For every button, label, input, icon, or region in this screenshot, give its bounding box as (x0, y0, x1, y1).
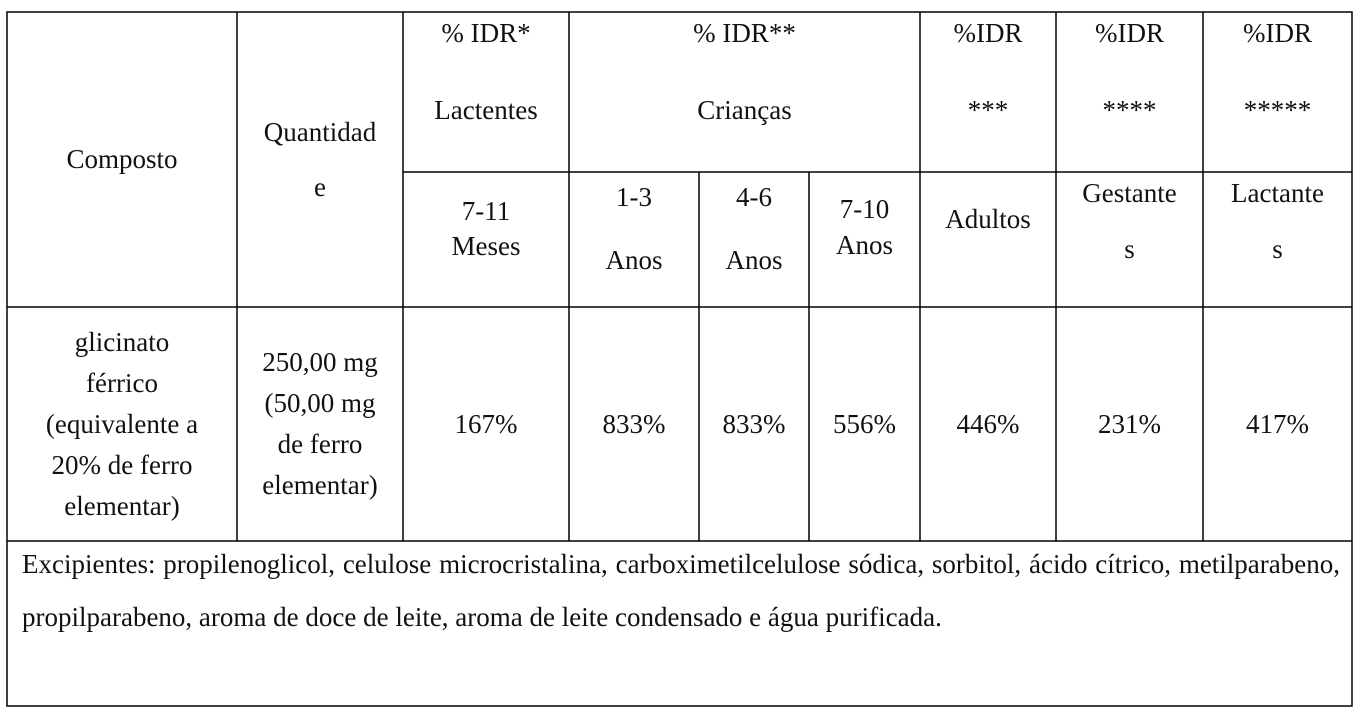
header-quantidade (237, 12, 403, 307)
header-idr-criancas-line1: % IDR** (693, 18, 796, 48)
excipientes-text: Excipientes: propilenoglicol, celulose microcristalina, carboximetilcelulose sódica, sorbitol, ácido cítrico, metilparabeno, propilparabeno, aroma de doce de leite, aroma de leite condensado e água purificada. (22, 549, 1340, 632)
subheader-lactantes-line1: Lactante (1231, 178, 1324, 208)
header-idr-lactantes-line1: %IDR (1243, 18, 1312, 48)
subheader-1-3-line2: Anos (605, 245, 663, 275)
value-adultos-text: 446% (956, 408, 1020, 439)
row-quantidade-line4: elementar) (262, 470, 378, 500)
subheader-gestantes (1056, 172, 1203, 307)
subheader-4-6-anos (699, 172, 809, 307)
subheader-4-6-line1: 4-6 (736, 182, 772, 212)
subheader-lactantes (1203, 172, 1352, 307)
header-composto-label: Composto (66, 144, 178, 174)
value-lactentes-text: 167% (454, 408, 518, 439)
value-1-3-anos (569, 307, 699, 541)
header-idr-gestantes-line2: **** (1102, 95, 1157, 125)
subheader-4-6-line2: Anos (725, 245, 783, 275)
subheader-gestantes-line2: s (1124, 234, 1135, 264)
value-1-3-text: 833% (602, 408, 666, 439)
header-idr-lactentes-line2: Lactentes (434, 95, 538, 125)
header-idr-adultos-line2: *** (967, 95, 1009, 125)
header-idr-lactantes-line2: ***** (1243, 95, 1312, 125)
subheader-adultos-label: Adultos (945, 204, 1031, 234)
subheader-gestantes-line1: Gestante (1082, 178, 1177, 208)
header-idr-adultos-line1: %IDR (953, 18, 1023, 48)
header-composto (7, 12, 237, 307)
subheader-1-3-anos (569, 172, 699, 307)
row-composto (7, 307, 237, 541)
value-lactentes (403, 307, 569, 541)
subheader-7-10-line2: Anos (835, 230, 893, 260)
value-gestantes (1056, 307, 1203, 541)
row-composto-line5: elementar) (64, 490, 180, 521)
row-quantidade (237, 307, 403, 541)
subheader-lactentes (403, 172, 569, 307)
value-7-10-anos (809, 307, 920, 541)
value-lactantes-text: 417% (1246, 408, 1309, 439)
header-idr-gestantes (1056, 12, 1203, 172)
header-idr-lactentes-line1: % IDR* (441, 18, 531, 48)
row-composto-line3: (equivalente a (45, 408, 199, 439)
header-idr-lactentes (403, 12, 569, 172)
row-quantidade-line3: de ferro (277, 429, 363, 459)
header-idr-gestantes-line1: %IDR (1095, 18, 1164, 48)
header-idr-criancas-line2: Crianças (697, 95, 792, 125)
header-quantidade-line2: e (314, 171, 326, 202)
row-composto-line4: 20% de ferro (51, 449, 193, 480)
row-composto-line2: férrico (86, 367, 158, 398)
value-adultos (920, 307, 1056, 541)
subheader-1-3-line1: 1-3 (616, 182, 652, 212)
value-7-10-text: 556% (833, 408, 896, 439)
header-quantidade-line1: Quantidad (263, 116, 377, 147)
subheader-lactentes-line2: Meses (451, 231, 521, 261)
row-quantidade-line1: 250,00 mg (262, 347, 378, 377)
subheader-7-10-anos (809, 172, 920, 307)
header-idr-lactantes (1203, 12, 1352, 172)
value-gestantes-text: 231% (1098, 408, 1161, 439)
subheader-lactentes-line1: 7-11 (461, 196, 511, 226)
header-idr-adultos (920, 12, 1056, 172)
subheader-adultos (920, 172, 1056, 307)
row-quantidade-line2: (50,00 mg (264, 388, 376, 418)
subheader-7-10-line1: 7-10 (839, 194, 890, 224)
value-4-6-text: 833% (722, 408, 786, 439)
header-idr-criancas (569, 12, 920, 172)
value-lactantes (1203, 307, 1352, 541)
value-4-6-anos (699, 307, 809, 541)
subheader-lactantes-line2: s (1272, 234, 1283, 264)
row-composto-line1: glicinato (74, 326, 170, 357)
